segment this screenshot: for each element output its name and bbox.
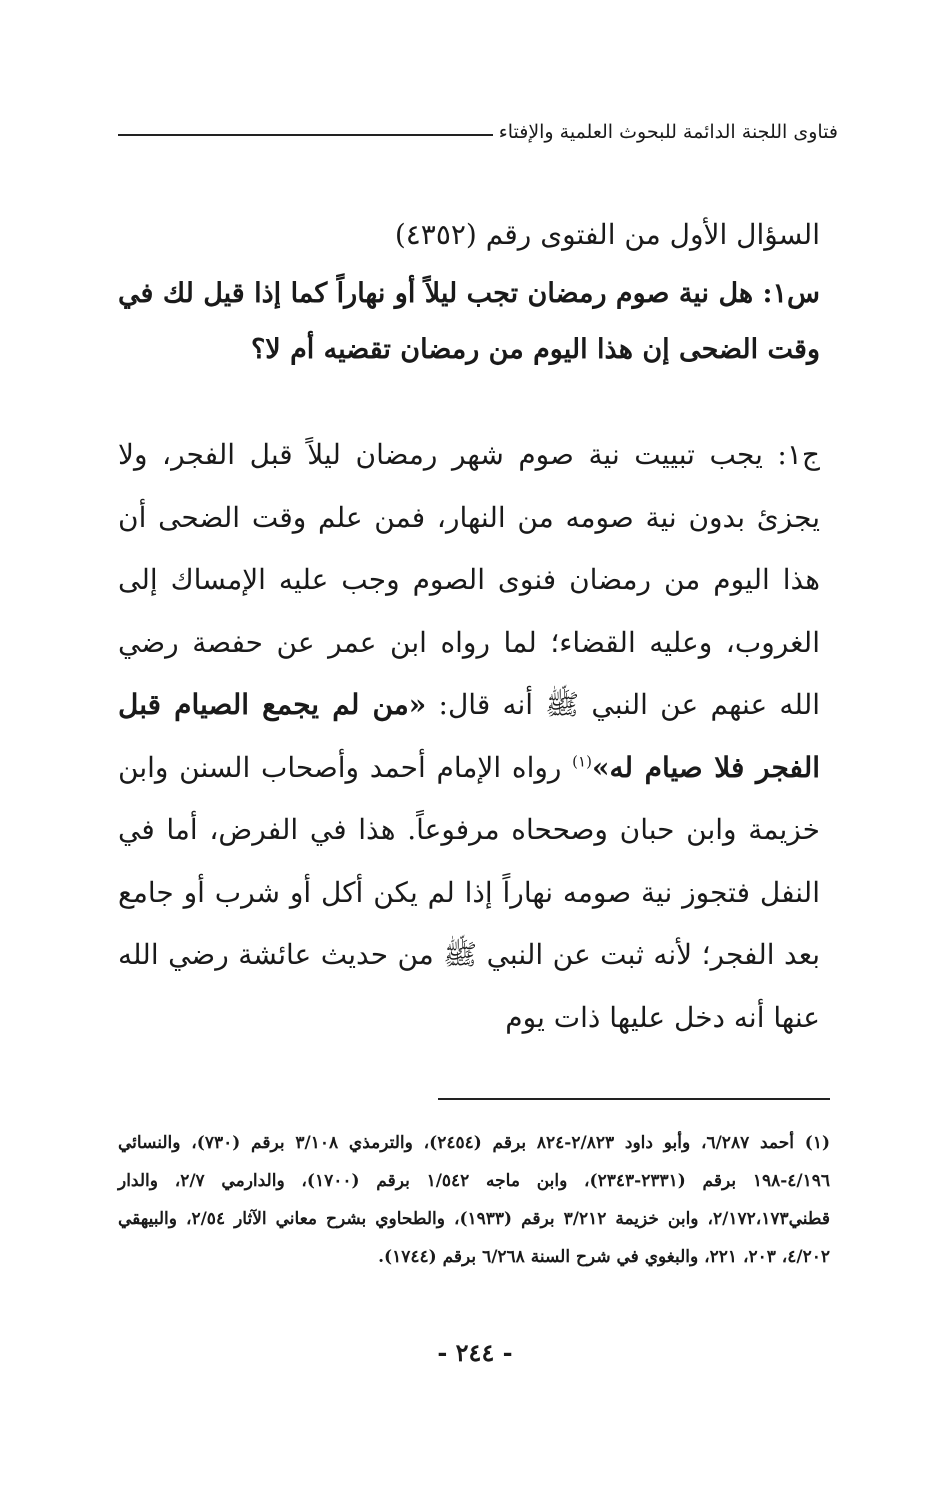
footnote-reference[interactable]: (١): [572, 752, 592, 771]
header-rule: [118, 134, 493, 136]
hadith-quote: «من لم يجمع الصيام قبل الفجر فلا صيام له»: [118, 688, 821, 784]
question-text: س١: هل نية صوم رمضان تجب ليلاً أو نهاراً كما إذا قيل لك في وقت الضحى إن هذا اليوم من رمضان تقضيه أم لا؟: [118, 278, 820, 365]
answer-part-1: ج١: يجب تبييت نية صوم شهر رمضان ليلاً قبل الفجر، ولا يجزئ بدون نية صومه من النهار، فمن علم وقت الضحى أن هذا اليوم من رمضان فنوى الصوم وجب عليه الإمساك إلى الغروب، وعليه القضاء؛ لما رواه ابن عمر عن حفصة رضي الله عنهم عن النبي ﷺ أنه قال:: [118, 438, 820, 721]
footnotes: [118, 1124, 830, 1276]
answer-text: [118, 424, 820, 1049]
page-number: - ٢٤٤ -: [437, 1338, 513, 1367]
running-header: [118, 118, 838, 146]
footnote-1: (١) أحمد ٦/٢٨٧، وأبو داود ٢/٨٢٣-٨٢٤ برقم (٢٤٥٤)، والترمذي ٣/١٠٨ برقم (٧٣٠)، والنسائي ٤/١٩٦-١٩٨ برقم (٢٣٣١-٢٣٤٣)، وابن ماجه ١/٥٤٢ برقم (١٧٠٠)، والدارمي ٢/٧، والدار قطني٢/١٧٢،١٧٣، وابن خزيمة ٣/٢١٢ برقم (١٩٣٣)، والطحاوي بشرح معاني الآثار ٢/٥٤، والبيهقي ٤/٢٠٢، ٢٠٣، ٢٢١، والبغوي في شرح السنة ٦/٢٦٨ برقم (١٧٤٤).: [118, 1133, 831, 1267]
footnote-separator: [438, 1098, 830, 1100]
question-heading: السؤال الأول من الفتوى رقم (٤٣٥٢): [394, 218, 820, 251]
answer-part-2: رواه الإمام أحمد وأصحاب السنن وابن خزيمة وابن حبان وصححاه مرفوعاً. هذا في الفرض، أما في النفل فتجوز نية صومه نهاراً إذا لم يكن أكل أو شرب أو جامع بعد الفجر؛ لأنه ثبت عن النبي ﷺ من حديث عائشة رضي الله عنها أنه دخل عليها ذات يوم: [118, 750, 820, 1034]
header-title: فتاوى اللجنة الدائمة للبحوث العلمية والإفتاء: [498, 121, 838, 143]
